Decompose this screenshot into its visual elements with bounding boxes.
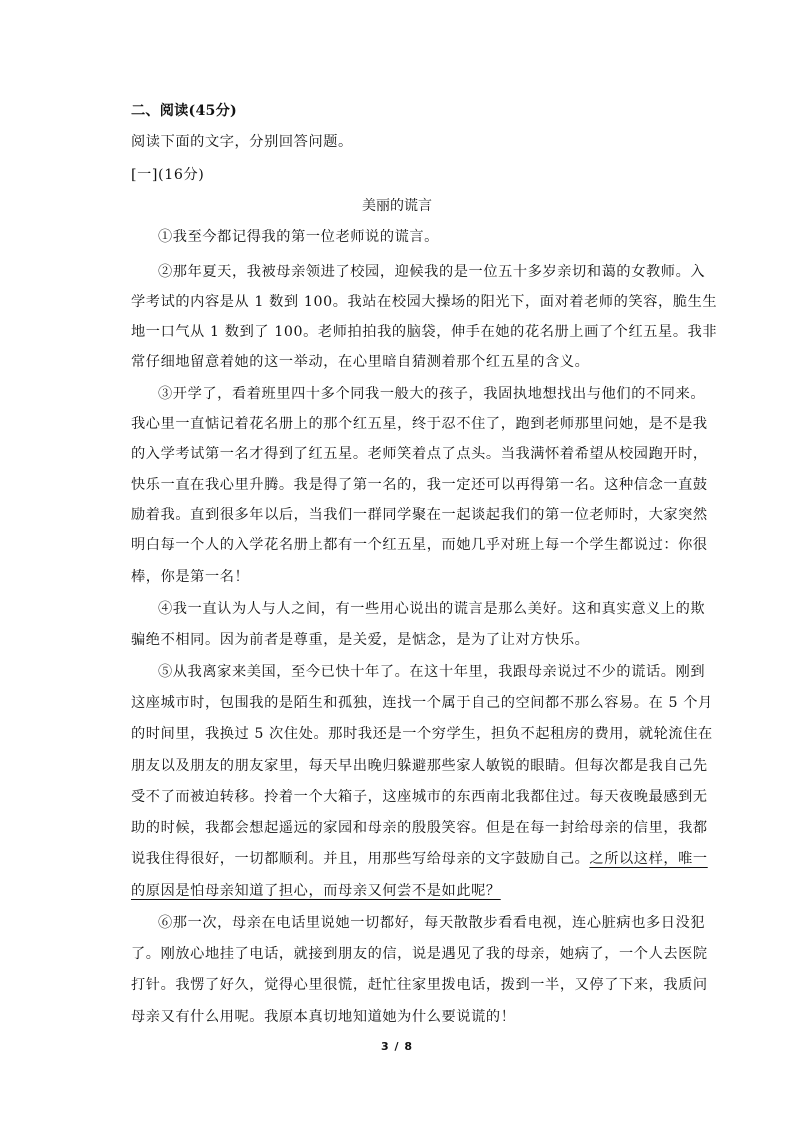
paragraph-line: 打针。我愣了好久，觉得心里很慌，赶忙往家里拨电话，拨到一半，又停了下来，我质问 [131, 977, 708, 993]
paragraph-line: 的时间里，我换过 5 次住处。那时我还是一个穷学生，担负不起租房的费用，就轮流住在 [131, 726, 713, 742]
paragraph-line: ②那年夏天，我被母亲领进了校园，迎候我的是一位五十多岁亲切和蔼的女教师。入 [158, 264, 706, 280]
plain-text: 说我住得很好，一切都顺利。并且，用那些写给母亲的文字鼓励自己。 [131, 851, 590, 867]
paragraph-line: 受不了而被迫转移。拎着一个大箱子，这座城市的东西南北我都住过。每天夜晚最感到无 [131, 789, 708, 805]
paragraph-line: ④我一直认为人与人之间，有一些用心说出的谎言是那么美好。这和真实意义上的欺 [158, 601, 706, 617]
paragraph-line: 骗绝不相同。因为前者是尊重，是关爱，是惦念，是为了让对方快乐。 [131, 632, 590, 648]
paragraph-line: 快乐一直在我心里升腾。我是得了第一名的，我一定还可以再得第一名。这种信念一直鼓 [131, 477, 708, 493]
paragraph-line: 母亲又有什么用呢。我原本真切地知道她为什么要说谎的！ [131, 1009, 516, 1025]
paragraph-line: 朋友以及朋友的朋友家里，每天早出晚归躲避那些家人敏锐的眼睛。但每次都是我自己先 [131, 758, 708, 774]
paragraph-line: 常仔细地留意着她的这一举动，在心里暗自猜测着那个红五星的含义。 [131, 354, 590, 370]
page-number: 3 / 8 [381, 1040, 413, 1053]
part-label: [一](16分) [131, 167, 205, 183]
paragraph-line: 励着我。直到很多年以后，当我们一群同学聚在一起谈起我们的第一位老师时，大家突然 [131, 507, 708, 523]
underlined-sentence: 的原因是怕母亲知道了担心，而母亲又何尝不是如此呢？ [131, 883, 501, 899]
paragraph-line: 的入学考试第一名才得到了红五星。老师笑着点了点头。当我满怀着希望从校园跑开时， [131, 446, 708, 462]
paragraph-line: 棒，你是第一名！ [131, 569, 250, 585]
paragraph-line: 了。刚放心地挂了电话，就接到朋友的信，说是遇见了我的母亲，她病了，一个人去医院 [131, 946, 708, 962]
paragraph-line: 我心里一直惦记着花名册上的那个红五星，终于忍不住了，跑到老师那里问她，是不是我 [131, 416, 708, 432]
paragraph-line: ⑥那一次，母亲在电话里说她一切都好，每天散散步看看电视，连心脏病也多日没犯 [158, 915, 706, 931]
section-heading: 二、阅读(45分) [131, 103, 237, 119]
underlined-sentence: 之所以这样，唯一 [589, 851, 708, 867]
paragraph-line: 地一口气从 1 数到了 100。老师拍拍我的脑袋，伸手在她的花名册上画了个红五星。我非 [131, 324, 718, 340]
paragraph-line: ③开学了，看着班里四十多个同我一般大的孩子，我固执地想找出与他们的不同来。 [158, 386, 706, 402]
paragraph-line: 这座城市时，包围我的是陌生和孤独，连找一个属于自己的空间都不那么容易。在 5 个月 [131, 695, 713, 711]
paragraph-line: 学考试的内容是从 1 数到 100。我站在校园大操场的阳光下，面对着老师的笑容，脆生生 [131, 294, 718, 310]
paragraph-line: ①我至今都记得我的第一位老师说的谎言。 [158, 229, 439, 245]
paragraph-line: 助的时候，我都会想起遥远的家园和母亲的殷殷笑容。但是在每一封给母亲的信里，我都 [131, 820, 708, 836]
paragraph-line: ⑤从我离家来美国，至今已快十年了。在这十年里，我跟母亲说过不少的谎话。刚到 [158, 664, 706, 680]
paragraph-line: 明白每一个人的入学花名册上都有一个红五星，而她几乎对班上每一个学生都说过：你很 [131, 537, 708, 553]
underlined-line [131, 881, 661, 901]
article-title: 美丽的谎言 [362, 198, 432, 214]
section-instruction: 阅读下面的文字，分别回答问题。 [131, 134, 353, 150]
paragraph-line-mixed [131, 849, 708, 869]
